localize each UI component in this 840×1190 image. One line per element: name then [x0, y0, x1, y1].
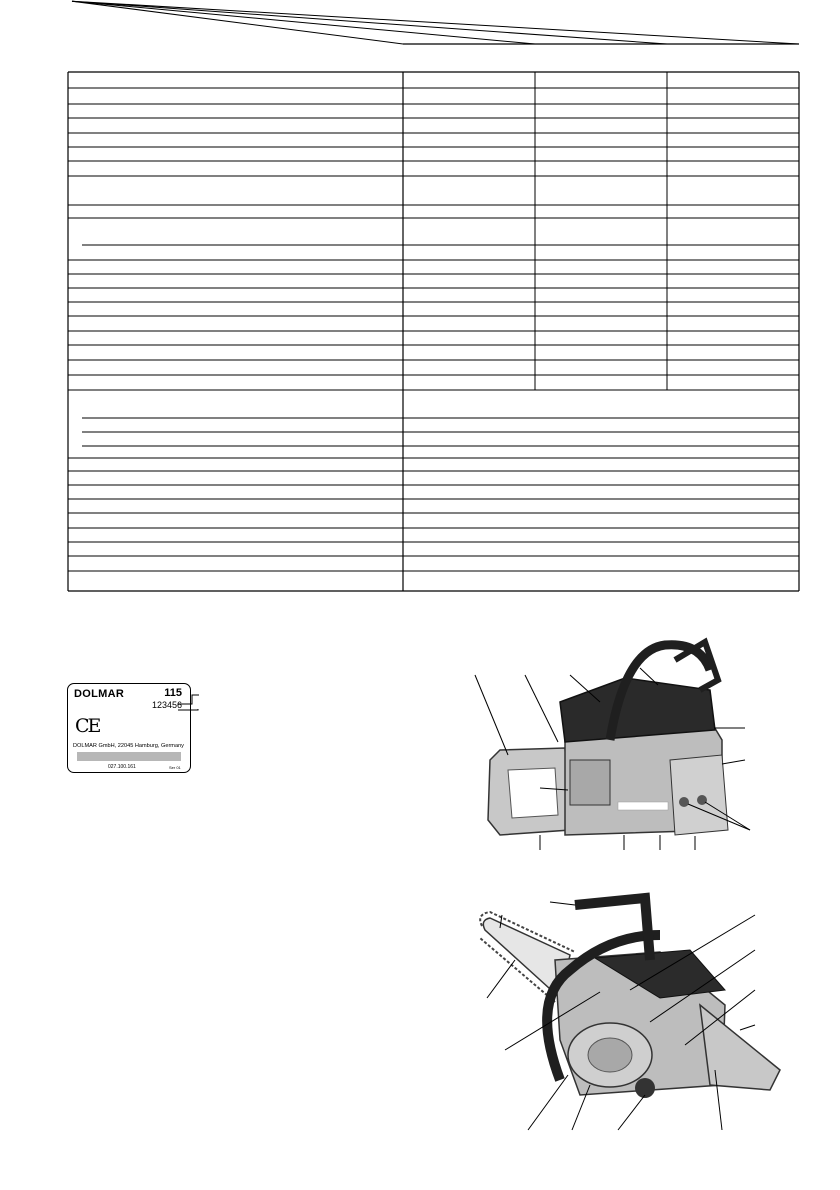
table-rule [72, 1, 799, 44]
label-model: 115 [164, 687, 182, 699]
label-brand: DOLMAR [74, 688, 125, 700]
table-rule [72, 1, 403, 44]
table-rule [72, 1, 535, 44]
label-part-number: 027.100.161 [108, 764, 136, 770]
top-handle [575, 898, 650, 960]
table-rule [72, 1, 667, 44]
bar-nut-icon [679, 797, 689, 807]
chainsaw-front-view-illustration [460, 880, 820, 1140]
chainsaw-side-view-illustration [460, 630, 820, 860]
label-serial-number: 123456 [151, 700, 182, 710]
rear-handle [700, 1005, 780, 1090]
rating-label [67, 683, 191, 773]
label-gray-bar [77, 752, 181, 761]
sprocket-cover [670, 755, 728, 835]
bar-nut-icon-2 [697, 795, 707, 805]
top-cover [560, 678, 715, 742]
label-address: DOLMAR GmbH, 22045 Hamburg, Germany [73, 743, 184, 749]
label-revision: Ser 01 [169, 765, 181, 770]
ce-mark-icon: CE [75, 715, 100, 737]
